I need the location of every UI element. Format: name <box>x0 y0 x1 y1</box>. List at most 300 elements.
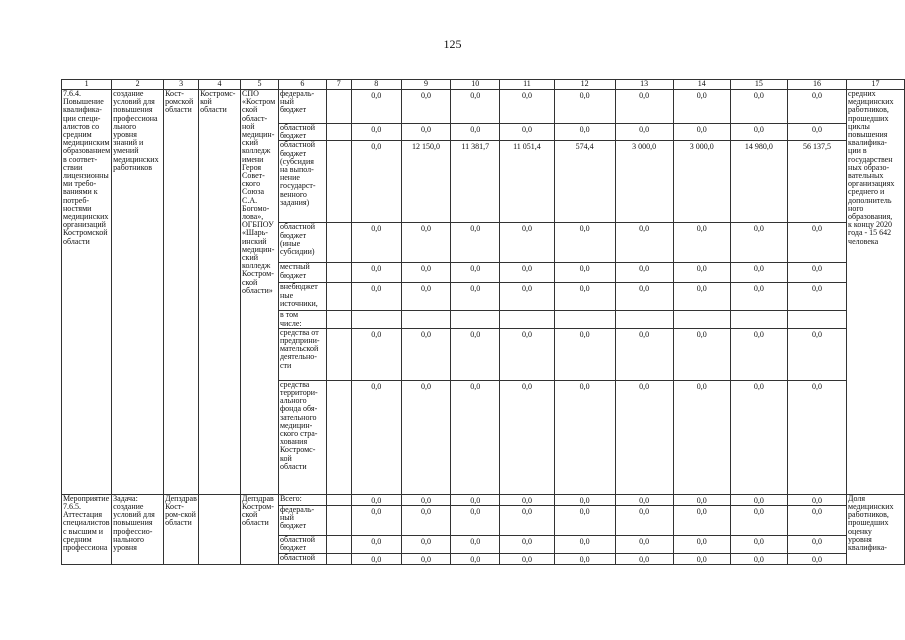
column-7-cell <box>326 553 351 564</box>
funding-source-cell-line: источники, <box>279 298 318 308</box>
amount-cell: 0,0 <box>730 124 787 141</box>
amount-cell: 0,0 <box>401 494 450 505</box>
amount-cell: 56 137,5 <box>787 141 846 223</box>
amount-cell: 0,0 <box>500 505 554 535</box>
row1-col1-cell-line: в соответ- <box>63 154 98 164</box>
amount-cell: 0,0 <box>351 494 401 505</box>
row1-indicator-cell-line: к концу 2020 <box>848 220 892 230</box>
funding-source-cell-line: предприни- <box>279 336 320 346</box>
row2-indicator-cell <box>847 494 905 564</box>
row1-col5-cell-line: С.А. <box>242 195 258 205</box>
row1-col5-cell-line: ский <box>242 253 258 263</box>
funding-source-cell-line: бюджет <box>279 105 307 115</box>
funding-source-cell <box>278 283 326 311</box>
row1-indicator-cell-line: ции в <box>848 146 867 156</box>
funding-source-cell-line: федераль- <box>279 89 315 98</box>
amount-cell: 0,0 <box>351 553 401 564</box>
row1-col1-cell-line: алистов со <box>63 121 100 131</box>
amount-cell: 0,0 <box>554 553 615 564</box>
amount-cell: 0,0 <box>554 505 615 535</box>
funding-source-cell-line: бюджет <box>279 131 307 141</box>
funding-source-cell-line: на выпол- <box>279 165 314 175</box>
funding-source-cell <box>278 380 326 494</box>
amount-cell: 0,0 <box>451 223 500 263</box>
row2-indicator-cell-line: оценку <box>848 526 872 536</box>
row1-col2-cell-line: медицинских <box>113 154 159 164</box>
row1-indicator-cell <box>847 90 905 495</box>
amount-cell: 0,0 <box>401 90 450 124</box>
row2-col1-cell-line: с высшим и <box>63 526 104 536</box>
amount-cell: 0,0 <box>401 124 450 141</box>
funding-source-cell-line: числе: <box>279 318 302 328</box>
table-body <box>62 90 905 565</box>
column-header-11: 11 <box>500 80 554 90</box>
amount-cell: 0,0 <box>351 328 401 380</box>
funding-source-cell-line: ального <box>279 396 307 406</box>
amount-cell: 0,0 <box>673 283 730 311</box>
amount-cell: 0,0 <box>401 328 450 380</box>
amount-cell: 0,0 <box>351 223 401 263</box>
amount-cell: 11 381,7 <box>451 141 500 223</box>
row1-col3-cell-line: области <box>165 105 192 115</box>
row1-indicator-cell-line: государствен <box>848 154 893 164</box>
row1-col1-cell-line: ностями <box>63 203 92 213</box>
row1-col5-cell-line: ской <box>242 277 258 287</box>
column-7-cell <box>326 263 351 283</box>
column-header-16: 16 <box>787 80 846 90</box>
row1-col2-cell-line: создание <box>113 89 144 98</box>
amount-cell <box>500 311 554 328</box>
row2-col1-cell-line: профессиона <box>63 543 108 553</box>
funding-source-cell-line: территори- <box>279 388 318 398</box>
amount-cell: 0,0 <box>554 494 615 505</box>
amount-cell: 14 980,0 <box>730 141 787 223</box>
amount-cell: 0,0 <box>451 505 500 535</box>
row1-col5-cell-line: Богомо- <box>242 203 270 213</box>
amount-cell: 0,0 <box>351 380 401 494</box>
amount-cell: 0,0 <box>673 90 730 124</box>
funding-source-cell-line: (субсидия <box>279 156 314 166</box>
funding-source-cell-line: областной <box>279 222 315 232</box>
row2-col2-cell-line: уровня <box>113 543 137 553</box>
funding-source-cell-line: местный <box>279 262 310 272</box>
column-header-14: 14 <box>673 80 730 90</box>
amount-cell: 0,0 <box>787 505 846 535</box>
amount-cell: 0,0 <box>554 380 615 494</box>
row2-col1-cell-line: Мероприятие <box>63 494 110 503</box>
amount-cell: 0,0 <box>673 505 730 535</box>
row1-col5-cell-line: инский <box>242 236 267 246</box>
amount-cell <box>787 311 846 328</box>
funding-source-cell-line: средства от <box>279 328 319 337</box>
row1-indicator-cell-line: года - 15 642 <box>848 228 892 238</box>
row1-col5-cell-line: медицин- <box>242 130 275 140</box>
column-7-cell <box>326 90 351 124</box>
row2-col1-cell <box>62 494 112 564</box>
row1-col1-cell-line: Костромской <box>63 228 108 238</box>
column-7-cell <box>326 223 351 263</box>
funding-source-cell <box>278 223 326 263</box>
row1-col1-cell-line: медицинским <box>63 138 110 148</box>
column-header-15: 15 <box>730 80 787 90</box>
column-header-6: 6 <box>278 80 326 90</box>
amount-cell <box>673 311 730 328</box>
row1-indicator-cell-line: среднего и <box>848 187 885 197</box>
funding-source-cell-line: бюджет <box>279 521 307 531</box>
row1-col2-cell-line: уровня <box>113 130 137 140</box>
row2-col2-cell-line: повышения <box>113 518 153 528</box>
row2-col4-cell <box>199 494 241 564</box>
row2-col1-cell-line: Аттестация <box>63 510 103 520</box>
row2-col1-cell-line: специалистов <box>63 518 110 528</box>
row2-indicator-cell-line: Доля <box>848 494 866 503</box>
row2-indicator-cell-line: медицинских <box>848 502 894 512</box>
amount-cell: 0,0 <box>615 90 673 124</box>
row1-col1-cell-line: ствии <box>63 162 83 172</box>
funding-source-cell-line: нение <box>279 173 300 183</box>
row1-col5-cell-line: лова», <box>242 212 264 222</box>
row1-col4-cell-line: кой <box>200 97 212 107</box>
row2-col3-cell <box>164 494 199 564</box>
amount-cell: 0,0 <box>615 535 673 553</box>
column-7-cell <box>326 283 351 311</box>
row2-col5-cell-line: ской <box>242 510 258 520</box>
column-header-7: 7 <box>326 80 351 90</box>
column-header-10: 10 <box>451 80 500 90</box>
funding-source-cell <box>278 90 326 124</box>
amount-cell: 0,0 <box>673 553 730 564</box>
amount-cell: 0,0 <box>500 124 554 141</box>
amount-cell <box>401 311 450 328</box>
funding-source-cell-line: бюджет <box>279 270 307 280</box>
funding-source-cell-line: кой <box>279 453 292 463</box>
row2-col5-cell-line: области <box>242 518 269 528</box>
amount-cell: 0,0 <box>787 90 846 124</box>
row1-col1-cell-line: организаций <box>63 220 106 230</box>
funding-source-cell-line: сти <box>279 360 292 370</box>
funding-source-cell <box>278 505 326 535</box>
amount-cell: 0,0 <box>554 124 615 141</box>
row2-col5-cell <box>241 494 279 564</box>
amount-cell: 0,0 <box>401 380 450 494</box>
table-row <box>62 494 905 505</box>
row1-col1-cell-line: средним <box>63 130 92 140</box>
row2-col3-cell-line: области <box>165 518 192 528</box>
table-row <box>62 90 905 124</box>
funding-source-cell <box>278 535 326 553</box>
funding-source-cell <box>278 141 326 223</box>
row1-col5-cell-line: ской <box>242 105 258 115</box>
row1-col1-cell-line: потреб- <box>63 195 90 205</box>
amount-cell: 0,0 <box>500 535 554 553</box>
amount-cell: 3 000,0 <box>673 141 730 223</box>
amount-cell: 0,0 <box>615 553 673 564</box>
amount-cell: 0,0 <box>673 328 730 380</box>
row1-col5-cell-line: ского <box>242 179 261 189</box>
amount-cell: 0,0 <box>500 283 554 311</box>
amount-cell: 0,0 <box>554 283 615 311</box>
row2-col3-cell-line: Кост- <box>165 502 184 512</box>
row1-col5-cell-line: Совет- <box>242 171 265 181</box>
amount-cell: 0,0 <box>615 124 673 141</box>
row1-col2-cell-line: повышения <box>113 105 153 115</box>
amount-cell: 0,0 <box>730 283 787 311</box>
column-7-cell <box>326 141 351 223</box>
row2-col2-cell-line: нального <box>113 534 145 544</box>
row1-col5-cell-line: област- <box>242 113 268 123</box>
row1-indicator-cell-line: образования, <box>848 212 893 222</box>
row2-col1-cell-line: средним <box>63 534 92 544</box>
amount-cell: 3 000,0 <box>615 141 673 223</box>
amount-cell: 0,0 <box>401 535 450 553</box>
amount-cell: 0,0 <box>351 263 401 283</box>
row2-col5-cell-line: Депздрав <box>242 494 274 503</box>
row1-indicator-cell-line: работников, <box>848 105 889 115</box>
column-header-1: 1 <box>62 80 112 90</box>
amount-cell: 0,0 <box>500 328 554 380</box>
row1-col5-cell-line: Героя <box>242 162 262 172</box>
amount-cell: 0,0 <box>500 380 554 494</box>
column-7-cell <box>326 494 351 505</box>
amount-cell: 0,0 <box>500 494 554 505</box>
funding-source-cell-line: Всего: <box>279 494 302 503</box>
amount-cell: 0,0 <box>673 223 730 263</box>
row1-col1-cell-line: ваниями к <box>63 187 98 197</box>
column-7-cell <box>326 328 351 380</box>
row1-indicator-cell-line: вательных <box>848 171 884 181</box>
amount-cell: 0,0 <box>615 328 673 380</box>
funding-source-cell-line: венного <box>279 189 307 199</box>
amount-cell: 0,0 <box>615 263 673 283</box>
amount-cell: 0,0 <box>451 328 500 380</box>
amount-cell: 12 150,0 <box>401 141 450 223</box>
amount-cell: 0,0 <box>451 283 500 311</box>
amount-cell: 0,0 <box>500 223 554 263</box>
amount-cell: 0,0 <box>500 553 554 564</box>
funding-source-cell <box>278 553 326 564</box>
row2-indicator-cell-line: уровня <box>848 534 872 544</box>
amount-cell: 0,0 <box>787 535 846 553</box>
funding-source-cell-line: государст- <box>279 181 316 191</box>
funding-source-cell-line: областной <box>279 535 315 544</box>
amount-cell: 0,0 <box>673 380 730 494</box>
row1-col5-cell-line: имени <box>242 154 264 164</box>
row1-col5-cell-line: медицин- <box>242 244 275 254</box>
row1-col5-cell-line: Костром- <box>242 269 274 279</box>
row1-col3-cell-line: ромской <box>165 97 194 107</box>
row1-col1-cell-line: квалифика- <box>63 105 102 115</box>
funding-source-cell-line: хования <box>279 437 308 447</box>
row1-indicator-cell-line: медицинских <box>848 97 894 107</box>
column-header-4: 4 <box>199 80 241 90</box>
amount-cell: 0,0 <box>673 124 730 141</box>
amount-cell: 0,0 <box>730 505 787 535</box>
row1-col5-cell-line: «Шарь- <box>242 228 268 238</box>
row1-col5-cell-line: ной <box>242 121 255 131</box>
amount-cell: 0,0 <box>500 263 554 283</box>
row2-col2-cell-line: Задача: <box>113 494 138 503</box>
amount-cell: 0,0 <box>730 535 787 553</box>
amount-cell: 0,0 <box>787 328 846 380</box>
funding-source-cell-line: бюджет <box>279 230 307 240</box>
funding-source-cell-line: зательного <box>279 412 317 422</box>
row1-col1-cell-line: 7.6.4. <box>63 89 81 98</box>
funding-source-cell-line: области <box>279 461 307 471</box>
amount-cell: 0,0 <box>451 124 500 141</box>
row1-col5-cell-line: области» <box>242 285 273 295</box>
row1-indicator-cell-line: прошедших <box>848 113 889 123</box>
amount-cell: 0,0 <box>673 494 730 505</box>
column-number-row <box>62 80 905 90</box>
row2-indicator-cell-line: прошедших <box>848 518 889 528</box>
amount-cell: 0,0 <box>787 380 846 494</box>
amount-cell <box>615 311 673 328</box>
row1-col4-cell-line: области <box>200 105 227 115</box>
amount-cell: 0,0 <box>787 553 846 564</box>
amount-cell: 0,0 <box>451 380 500 494</box>
row1-col5-cell-line: колледж <box>242 261 271 271</box>
amount-cell: 0,0 <box>554 535 615 553</box>
row2-indicator-cell-line: квалифика- <box>848 543 887 553</box>
amount-cell: 0,0 <box>787 124 846 141</box>
row1-col5-cell <box>241 90 279 495</box>
row1-col1-cell-line: образованием <box>63 146 111 156</box>
row1-col5-cell-line: ский <box>242 138 258 148</box>
funding-source-cell-line: областной <box>279 553 315 562</box>
amount-cell: 0,0 <box>730 494 787 505</box>
funding-source-cell <box>278 124 326 141</box>
row1-indicator-cell-line: человека <box>848 236 879 246</box>
funding-source-cell-line: в том <box>279 310 299 320</box>
row1-col2-cell <box>112 90 164 495</box>
funding-source-cell-line: областной <box>279 140 315 150</box>
funding-source-cell-line: бюджет <box>279 148 307 158</box>
amount-cell: 0,0 <box>615 380 673 494</box>
funding-source-cell-line: бюджет <box>279 543 307 553</box>
row2-col1-cell-line: 7.6.5. <box>63 502 81 512</box>
amount-cell <box>554 311 615 328</box>
column-header-17: 17 <box>847 80 905 90</box>
amount-cell: 0,0 <box>787 283 846 311</box>
funding-source-cell-line: федераль- <box>279 505 315 514</box>
row1-indicator-cell-line: квалифика- <box>848 138 887 148</box>
amount-cell: 0,0 <box>401 553 450 564</box>
amount-cell: 0,0 <box>615 223 673 263</box>
funding-source-cell-line: субсидии) <box>279 247 315 257</box>
column-7-cell <box>326 380 351 494</box>
amount-cell: 0,0 <box>787 494 846 505</box>
row1-col1-cell-line: лицензионны <box>63 171 109 181</box>
program-table-wrapper <box>61 79 905 565</box>
row1-indicator-cell-line: ных образо- <box>848 162 890 172</box>
column-header-13: 13 <box>615 80 673 90</box>
amount-cell: 0,0 <box>351 283 401 311</box>
amount-cell: 0,0 <box>730 328 787 380</box>
funding-source-cell-line: фонда обя- <box>279 404 318 414</box>
amount-cell: 0,0 <box>730 553 787 564</box>
row1-col2-cell-line: работников <box>113 162 152 172</box>
amount-cell: 0,0 <box>615 505 673 535</box>
amount-cell: 574,4 <box>554 141 615 223</box>
funding-source-cell-line: средства <box>279 380 310 389</box>
row1-indicator-cell-line: дополнитель <box>848 195 892 205</box>
amount-cell <box>730 311 787 328</box>
amount-cell: 0,0 <box>554 90 615 124</box>
column-header-2: 2 <box>112 80 164 90</box>
amount-cell: 0,0 <box>673 263 730 283</box>
amount-cell: 0,0 <box>730 380 787 494</box>
row1-indicator-cell-line: средних <box>848 89 876 98</box>
row1-col1-cell-line: медицинских <box>63 212 109 222</box>
amount-cell: 0,0 <box>451 553 500 564</box>
amount-cell: 0,0 <box>787 263 846 283</box>
funding-source-cell-line: внебюджет <box>279 282 318 292</box>
row1-col5-cell-line: «Костром <box>242 97 276 107</box>
row1-col2-cell-line: льного <box>113 121 137 131</box>
row1-col2-cell-line: профессиона <box>113 113 158 123</box>
row1-col1-cell-line: ми требо- <box>63 179 97 189</box>
amount-cell: 0,0 <box>351 141 401 223</box>
amount-cell: 0,0 <box>730 223 787 263</box>
row2-col2-cell-line: создание <box>113 502 144 512</box>
amount-cell: 0,0 <box>554 223 615 263</box>
column-header-8: 8 <box>351 80 401 90</box>
funding-source-cell <box>278 328 326 380</box>
amount-cell: 0,0 <box>351 505 401 535</box>
row1-col5-cell-line: СПО <box>242 89 259 98</box>
amount-cell: 0,0 <box>730 263 787 283</box>
row1-indicator-cell-line: циклы <box>848 121 870 131</box>
funding-source-cell-line: медицин- <box>279 420 313 430</box>
amount-cell: 0,0 <box>500 90 554 124</box>
row1-col2-cell-line: знаний и <box>113 138 144 148</box>
row1-col3-cell <box>164 90 199 495</box>
funding-source-cell-line: ные <box>279 290 294 300</box>
amount-cell: 11 051,4 <box>500 141 554 223</box>
funding-source-cell-line: ный <box>279 97 294 107</box>
amount-cell: 0,0 <box>451 263 500 283</box>
row1-col2-cell-line: умений <box>113 146 139 156</box>
amount-cell: 0,0 <box>787 223 846 263</box>
row1-col1-cell-line: ции специ- <box>63 113 101 123</box>
program-table <box>61 79 905 565</box>
row1-col5-cell-line: Союза <box>242 187 265 197</box>
column-7-cell <box>326 505 351 535</box>
column-7-cell <box>326 311 351 328</box>
column-header-12: 12 <box>554 80 615 90</box>
page-number: 125 <box>443 37 462 51</box>
column-7-cell <box>326 124 351 141</box>
amount-cell: 0,0 <box>351 124 401 141</box>
amount-cell: 0,0 <box>451 90 500 124</box>
amount-cell: 0,0 <box>673 535 730 553</box>
row1-col4-cell <box>199 90 241 495</box>
row1-col2-cell-line: условий для <box>113 97 155 107</box>
funding-source-cell-line: (иные <box>279 238 301 248</box>
funding-source-cell <box>278 311 326 328</box>
column-7-cell <box>326 535 351 553</box>
funding-source-cell-line: мательской <box>279 344 319 354</box>
amount-cell: 0,0 <box>615 494 673 505</box>
row2-col3-cell-line: Депздрав <box>165 494 197 503</box>
amount-cell: 0,0 <box>401 263 450 283</box>
amount-cell: 0,0 <box>401 505 450 535</box>
row2-col2-cell <box>112 494 164 564</box>
column-header-3: 3 <box>164 80 199 90</box>
row1-col1-cell-line: области <box>63 236 90 246</box>
amount-cell: 0,0 <box>451 494 500 505</box>
row1-col5-cell-line: ОГБПОУ <box>242 220 274 230</box>
